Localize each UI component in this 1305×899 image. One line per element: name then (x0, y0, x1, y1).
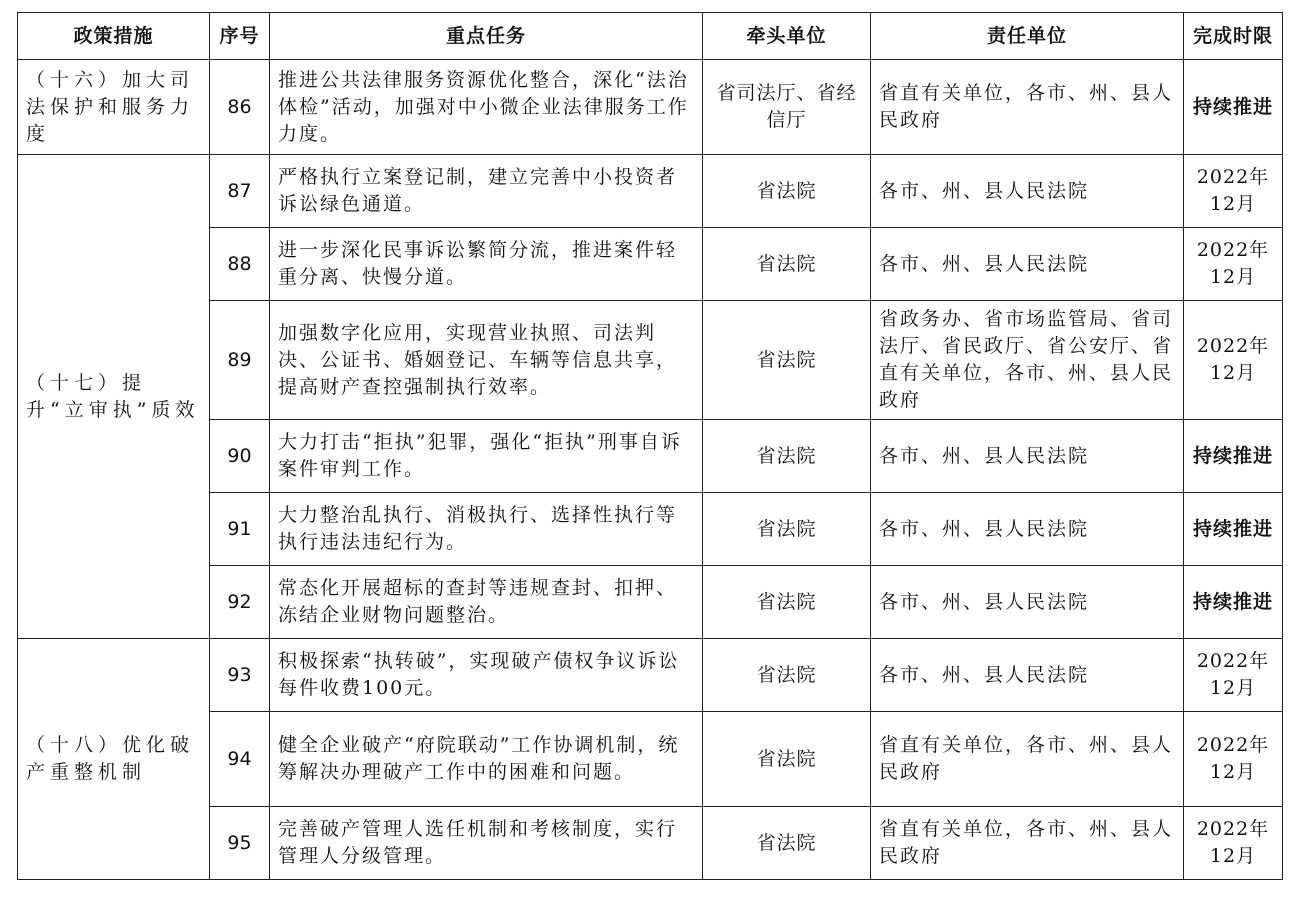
row-resp: 各市、州、县人民法院 (871, 155, 1184, 228)
table-row (18, 155, 1283, 228)
row-task: 大力打击“拒执”犯罪，强化“拒执”刑事自诉案件审判工作。 (270, 420, 703, 493)
row-task: 严格执行立案登记制，建立完善中小投资者诉讼绿色通道。 (270, 155, 703, 228)
row-deadline: 持续推进 (1184, 566, 1283, 639)
row-deadline: 2022年12月 (1184, 712, 1283, 807)
row-resp: 省直有关单位，各市、州、县人民政府 (871, 807, 1184, 880)
row-lead: 省司法厅、省经信厅 (703, 60, 871, 155)
table-row (18, 639, 1283, 712)
row-lead: 省法院 (703, 639, 871, 712)
header-row (18, 13, 1283, 60)
row-num: 88 (210, 228, 270, 301)
header-deadline: 完成时限 (1184, 13, 1283, 60)
row-deadline: 持续推进 (1184, 60, 1283, 155)
row-task: 推进公共法律服务资源优化整合，深化“法治体检”活动，加强对中小微企业法律服务工作力度。 (270, 60, 703, 155)
header-measure: 政策措施 (18, 13, 210, 60)
header-num: 序号 (210, 13, 270, 60)
row-lead: 省法院 (703, 301, 871, 420)
row-resp: 省政务办、省市场监管局、省司法厅、省民政厅、省公安厅、省直有关单位，各市、州、县人民政府 (871, 301, 1184, 420)
row-lead: 省法院 (703, 420, 871, 493)
row-task: 进一步深化民事诉讼繁简分流，推进案件轻重分离、快慢分道。 (270, 228, 703, 301)
measure-group-18: （十八）优化破产重整机制 (18, 639, 210, 880)
row-task: 积极探索“执转破”，实现破产债权争议诉讼每件收费100元。 (270, 639, 703, 712)
row-num: 89 (210, 301, 270, 420)
row-resp: 各市、州、县人民法院 (871, 566, 1184, 639)
policy-task-table (17, 12, 1283, 880)
row-task: 加强数字化应用，实现营业执照、司法判决、公证书、婚姻登记、车辆等信息共享，提高财产查控强制执行效率。 (270, 301, 703, 420)
row-deadline: 2022年12月 (1184, 155, 1283, 228)
row-deadline: 2022年12月 (1184, 639, 1283, 712)
row-deadline: 2022年12月 (1184, 228, 1283, 301)
row-lead: 省法院 (703, 155, 871, 228)
row-lead: 省法院 (703, 807, 871, 880)
row-task: 完善破产管理人选任机制和考核制度，实行管理人分级管理。 (270, 807, 703, 880)
header-resp: 责任单位 (871, 13, 1184, 60)
row-lead: 省法院 (703, 228, 871, 301)
row-resp: 各市、州、县人民法院 (871, 639, 1184, 712)
row-lead: 省法院 (703, 712, 871, 807)
row-task: 健全企业破产“府院联动”工作协调机制，统筹解决办理破产工作中的困难和问题。 (270, 712, 703, 807)
table-row (18, 60, 1283, 155)
row-num: 92 (210, 566, 270, 639)
measure-group-16: （十六）加大司法保护和服务力度 (18, 60, 210, 155)
row-resp: 各市、州、县人民法院 (871, 493, 1184, 566)
row-deadline: 持续推进 (1184, 493, 1283, 566)
header-task: 重点任务 (270, 13, 703, 60)
row-task: 常态化开展超标的查封等违规查封、扣押、冻结企业财物问题整治。 (270, 566, 703, 639)
row-deadline: 持续推进 (1184, 420, 1283, 493)
row-num: 95 (210, 807, 270, 880)
row-resp: 省直有关单位，各市、州、县人民政府 (871, 712, 1184, 807)
row-lead: 省法院 (703, 566, 871, 639)
row-num: 90 (210, 420, 270, 493)
row-num: 94 (210, 712, 270, 807)
row-resp: 各市、州、县人民法院 (871, 420, 1184, 493)
row-lead: 省法院 (703, 493, 871, 566)
row-num: 91 (210, 493, 270, 566)
row-task: 大力整治乱执行、消极执行、选择性执行等执行违法违纪行为。 (270, 493, 703, 566)
row-resp: 省直有关单位，各市、州、县人民政府 (871, 60, 1184, 155)
row-num: 86 (210, 60, 270, 155)
row-num: 87 (210, 155, 270, 228)
row-deadline: 2022年12月 (1184, 301, 1283, 420)
row-num: 93 (210, 639, 270, 712)
row-resp: 各市、州、县人民法院 (871, 228, 1184, 301)
row-deadline: 2022年12月 (1184, 807, 1283, 880)
measure-group-17: （十七）提升“立审执”质效 (18, 155, 210, 639)
header-lead: 牵头单位 (703, 13, 871, 60)
